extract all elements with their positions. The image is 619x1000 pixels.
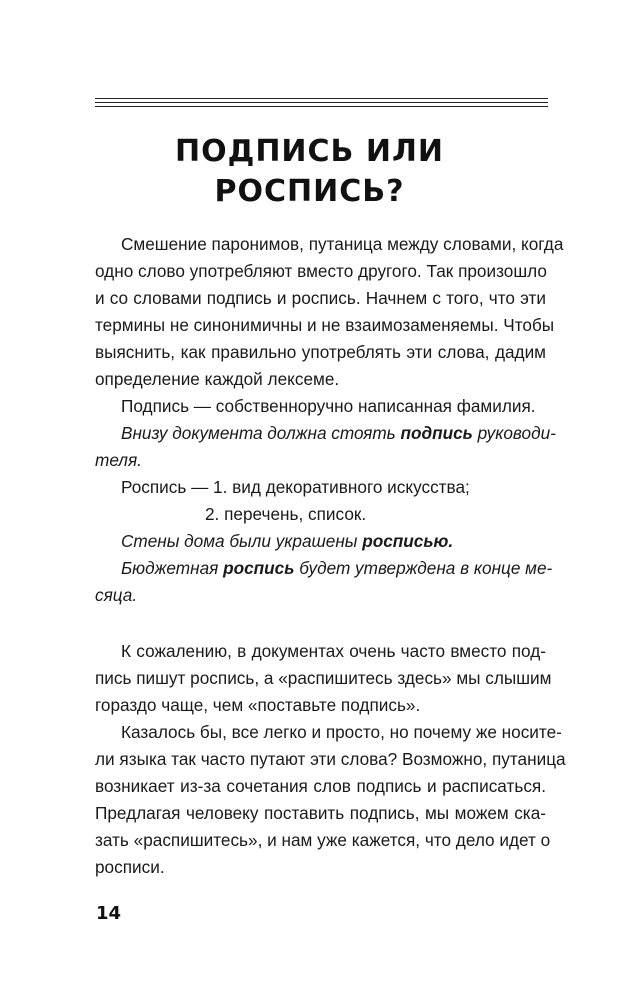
para3-line-5: зать «распишитесь», и нам уже кажется, что дело идет о bbox=[95, 830, 551, 850]
para2-line-2: пись пишут роспись, а «распишитесь здесь» мы слышим bbox=[95, 668, 552, 688]
definition-rospis-1: Роспись — 1. вид декоративного искусства; bbox=[121, 477, 470, 497]
para2-line-3: гораздо чаще, чем «поставьте подпись». bbox=[95, 695, 421, 715]
example-rospis-2-line-1 bbox=[121, 557, 553, 579]
intro-line-5: выяснить, как правильно употреблять эти слова, дадим bbox=[95, 342, 546, 362]
para2-line-1: К сожалению, в документах очень часто вместо под- bbox=[121, 641, 546, 661]
example-rospis-1 bbox=[121, 530, 453, 552]
top-rule-3 bbox=[95, 106, 548, 107]
definition-podpis: Подпись — собственноручно написанная фамилия. bbox=[121, 396, 536, 416]
para3-line-1: Казалось бы, все легко и просто, но почему же носите- bbox=[121, 722, 562, 742]
para3-line-4: Предлагая человеку поставить подпись, мы можем ска- bbox=[95, 803, 546, 823]
para3-line-6: росписи. bbox=[95, 857, 165, 877]
example-rospis-2-keyword: роспись bbox=[223, 558, 295, 578]
example-podpis-text-c: руководи- bbox=[472, 423, 556, 443]
top-rule-2 bbox=[95, 102, 548, 103]
example-rospis-2-text-a: Бюджетная bbox=[121, 558, 224, 578]
example-podpis-keyword: подпись bbox=[400, 423, 473, 443]
chapter-title-line-2: РОСПИСЬ? bbox=[214, 174, 405, 209]
example-rospis-1-text: Стены дома были украшены bbox=[121, 531, 363, 551]
page-number: 14 bbox=[96, 903, 122, 924]
example-rospis-2-line-2: сяца. bbox=[95, 585, 138, 605]
intro-line-6: определение каждой лексеме. bbox=[95, 369, 340, 389]
example-rospis-2-text-c: будет утверждена в конце ме- bbox=[294, 558, 553, 578]
intro-line-3: и со словами подпись и роспись. Начнем с того, что эти bbox=[95, 288, 546, 308]
example-rospis-1-keyword: росписью. bbox=[362, 531, 454, 551]
intro-line-2: одно слово употребляют вместо другого. Так произошло bbox=[95, 261, 547, 281]
chapter-title-line-1: ПОДПИСЬ ИЛИ bbox=[174, 134, 444, 169]
example-podpis-text-a: Внизу документа должна стоять bbox=[121, 423, 401, 443]
para3-line-2: ли языка так часто путают эти слова? Возможно, путаница bbox=[95, 749, 566, 769]
intro-line-1: Смешение паронимов, путаница между словами, когда bbox=[121, 234, 564, 254]
example-podpis-line-1 bbox=[121, 422, 556, 444]
definition-rospis-2: 2. перечень, список. bbox=[205, 504, 367, 524]
para3-line-3: возникает из-за сочетания слов подпись и расписаться. bbox=[95, 776, 546, 796]
intro-line-4: термины не синонимичны и не взаимозаменяемы. Чтобы bbox=[95, 315, 555, 335]
top-rule-1 bbox=[95, 98, 548, 99]
example-podpis-line-2: теля. bbox=[95, 450, 142, 470]
